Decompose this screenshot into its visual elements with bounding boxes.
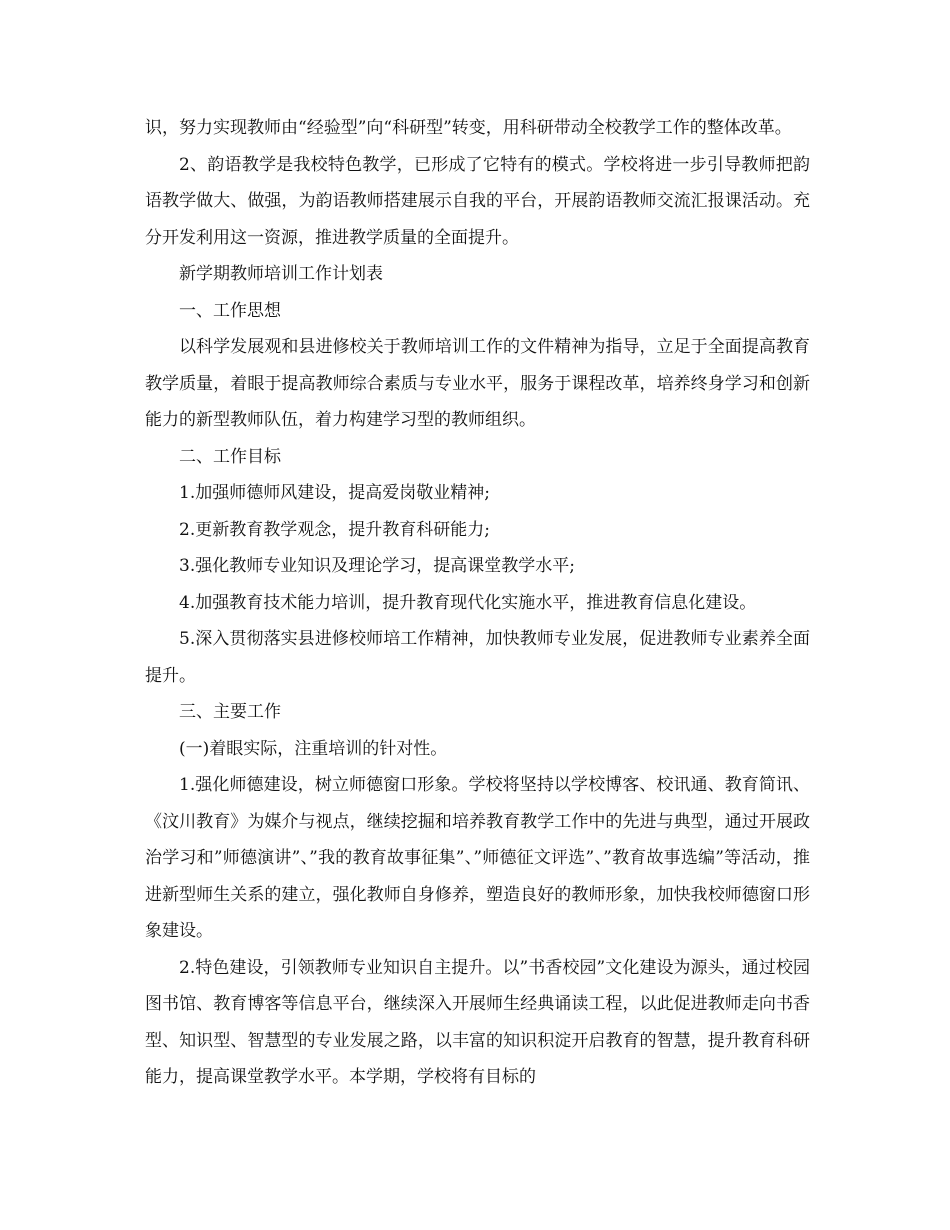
goal-item-5: 5.深入贯彻落实县进修校师培工作精神，加快教师专业发展，促进教师专业素养全面提升。: [145, 629, 810, 686]
goal-item-1: 1.加强师德师风建设，提高爱岗敬业精神;: [179, 483, 490, 503]
paragraph-ethics-building: 1.强化师德建设，树立师德窗口形象。学校将坚持以学校博客、校讯通、教育简讯、《汶川教育》为媒介与视点，继续挖掘和培养教育教学工作中的先进与典型，通过开展政治学习和”师德演讲”、”我的教育故事征集”、”师德征文评选”、”教育故事选编”等活动，推进新型师生关系的建立，强化教师自身修养，塑造良好的教师形象，加快我校师德窗口形象建设。: [145, 775, 810, 941]
paragraph-continuation: 识，努力实现教师由“经验型”向“科研型”转变，用科研带动全校教学工作的整体改革。: [145, 118, 792, 138]
document-body: [145, 110, 810, 1096]
section-heading-work-goals: 二、工作目标: [179, 446, 281, 467]
paragraph-yunyu-teaching: 2、韵语教学是我校特色教学，已形成了它特有的模式。学校将进一步引导教师把韵语教学做大、做强，为韵语教师搭建展示自我的平台，开展韵语教师交流汇报课活动。充分开发利用这一资源，推进教学质量的全面提升。: [145, 154, 810, 248]
paragraph-feature-building: 2.特色建设，引领教师专业知识自主提升。以”书香校园”文化建设为源头，通过校园图书馆、教育博客等信息平台，继续深入开展师生经典诵读工程，以此促进教师走向书香型、知识型、智慧型的专业发展之路，以丰富的知识积淀开启教育的智慧，提升教育科研能力，提高课堂教学水平。本学期，学校将有目标的: [145, 957, 810, 1087]
goal-item-2: 2.更新教育教学观念，提升教育科研能力;: [179, 519, 490, 540]
document-title: 新学期教师培训工作计划表: [179, 264, 383, 284]
paragraph-work-thought: 以科学发展观和县进修校关于教师培训工作的文件精神为指导，立足于全面提高教育教学质量，着眼于提高教师综合素质与专业水平，服务于课程改革，培养终身学习和创新能力的新型教师队伍，着力构建学习型的教师组织。: [145, 337, 810, 430]
goal-item-3: 3.强化教师专业知识及理论学习，提高课堂教学水平;: [179, 556, 575, 576]
section-heading-work-thought: 一、工作思想: [179, 300, 281, 321]
goal-item-4: 4.加强教育技术能力培训，提升教育现代化实施水平，推进教育信息化建设。: [179, 592, 757, 613]
section-heading-main-work: 三、主要工作: [179, 702, 281, 722]
subsection-heading-1: (一)着眼实际，注重培训的针对性。: [179, 738, 448, 759]
